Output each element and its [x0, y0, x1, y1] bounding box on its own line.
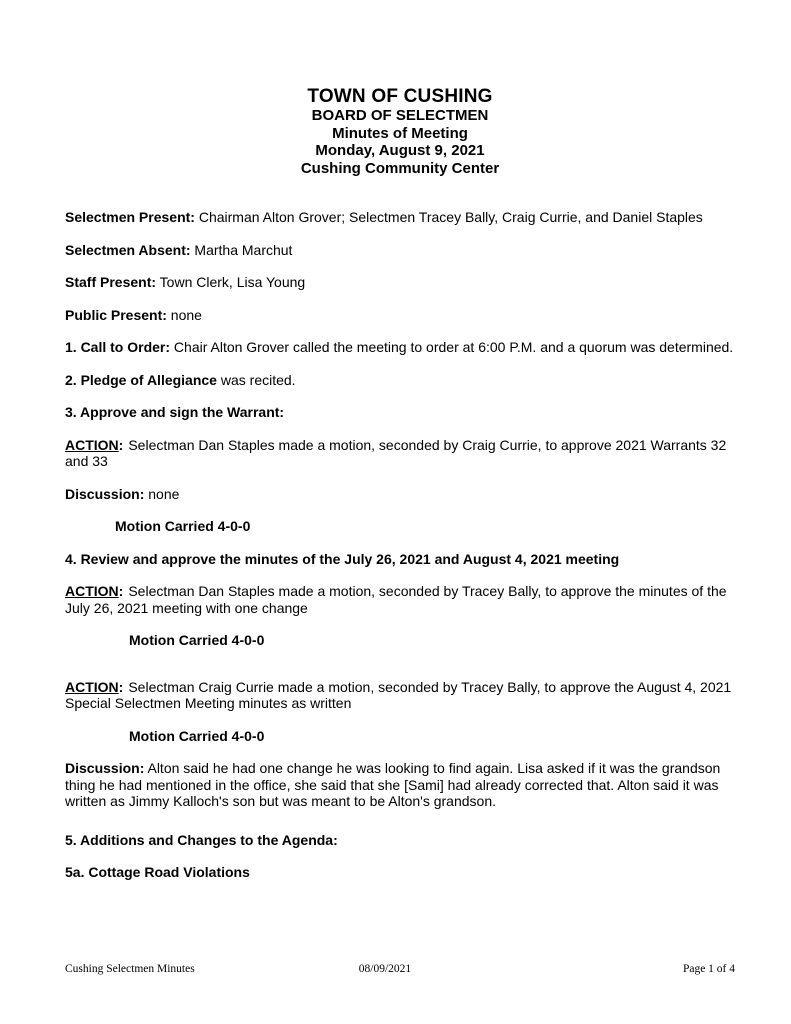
agenda-item-5a-cottage-road: 5a. Cottage Road Violations — [65, 864, 250, 880]
attendance-selectmen-present — [65, 209, 735, 226]
document-subtitle-board: BOARD OF SELECTMEN — [311, 107, 489, 124]
attendance-value: Chairman Alton Grover; Selectmen Tracey Bally, Craig Currie, and Daniel Staples — [194, 209, 703, 225]
discussion-text: Alton said he had one change he was looking to find again. Lisa asked if it was the grandson thing he had mentioned in the office, she said that she [Sami] had already corrected that. Alton said it was written as Jimmy Kalloch's son but was meant to be Alton's grandson. — [65, 760, 721, 809]
attendance-value: none — [166, 306, 202, 323]
document-title: TOWN OF CUSHING — [307, 86, 493, 107]
agenda-item-1-call-to-order — [65, 339, 735, 356]
attendance-label: Public Present: — [65, 306, 167, 323]
footer-page-number: Page 1 of 4 — [682, 963, 735, 975]
footer-date: 08/09/2021 — [358, 963, 412, 975]
action-label: ACTION — [65, 436, 119, 453]
attendance-public-present — [65, 307, 735, 324]
attendance-value: Martha Marchut — [190, 241, 293, 258]
agenda-item-4-minutes: 4. Review and approve the minutes of the July 26, 2021 and August 4, 2021 meeting — [65, 550, 620, 567]
discussion-paragraph-minutes-change — [65, 760, 735, 810]
action-text: Selectman Craig Currie made a motion, seconded by Tracey Bally, to approve the August 4, 2021 Special Selectmen Meeting minutes as written — [65, 678, 732, 711]
attendance-staff-present — [65, 274, 735, 291]
agenda-item-5-additions: 5. Additions and Changes to the Agenda: — [65, 831, 338, 848]
action-label: ACTION — [65, 583, 119, 599]
action-colon: : — [118, 678, 124, 695]
agenda-item-2-pledge — [65, 372, 735, 389]
attendance-label: Selectmen Present: — [65, 209, 195, 225]
document-subtitle-date: Monday, August 9, 2021 — [315, 142, 485, 159]
discussion-paragraph-warrants — [65, 486, 735, 503]
attendance-label: Staff Present: — [65, 274, 157, 290]
page-footer — [65, 963, 735, 975]
action-text: Selectman Dan Staples made a motion, seconded by Tracey Bally, to approve the minutes of the July 26, 2021 meeting with one change — [65, 583, 727, 616]
action-label: ACTION — [65, 678, 119, 695]
attendance-label: Selectmen Absent: — [65, 241, 191, 258]
agenda-item-label: 2. Pledge of Allegiance — [65, 371, 217, 388]
document-subtitle-location: Cushing Community Center — [300, 159, 500, 177]
discussion-label: Discussion: — [65, 760, 145, 776]
document-subtitle-minutes: Minutes of Meeting — [332, 124, 468, 142]
discussion-text: none — [144, 485, 180, 502]
motion-carried-2: Motion Carried 4-0-0 — [129, 632, 265, 648]
action-paragraph-august-minutes — [65, 679, 735, 712]
action-colon: : — [118, 436, 124, 453]
footer-document-name: Cushing Selectmen Minutes — [65, 963, 195, 975]
discussion-label: Discussion: — [65, 485, 145, 502]
action-text: Selectman Dan Staples made a motion, seconded by Craig Currie, to approve 2021 Warrants 32 and 33 — [65, 436, 727, 469]
document-header — [65, 86, 735, 177]
action-paragraph-july-minutes — [65, 583, 735, 616]
agenda-item-text: was recited. — [216, 371, 296, 388]
attendance-selectmen-absent — [65, 242, 735, 259]
agenda-item-label: 1. Call to Order: — [65, 339, 171, 355]
action-colon: : — [118, 583, 124, 599]
agenda-item-3-warrant: 3. Approve and sign the Warrant: — [65, 404, 285, 420]
action-paragraph-warrants — [65, 437, 735, 470]
agenda-item-text: Chair Alton Grover called the meeting to order at 6:00 P.M. and a quorum was determined. — [170, 339, 734, 355]
document-body — [65, 209, 735, 881]
motion-carried-1: Motion Carried 4-0-0 — [115, 518, 251, 534]
motion-carried-3: Motion Carried 4-0-0 — [129, 727, 265, 744]
attendance-value: Town Clerk, Lisa Young — [156, 274, 306, 290]
